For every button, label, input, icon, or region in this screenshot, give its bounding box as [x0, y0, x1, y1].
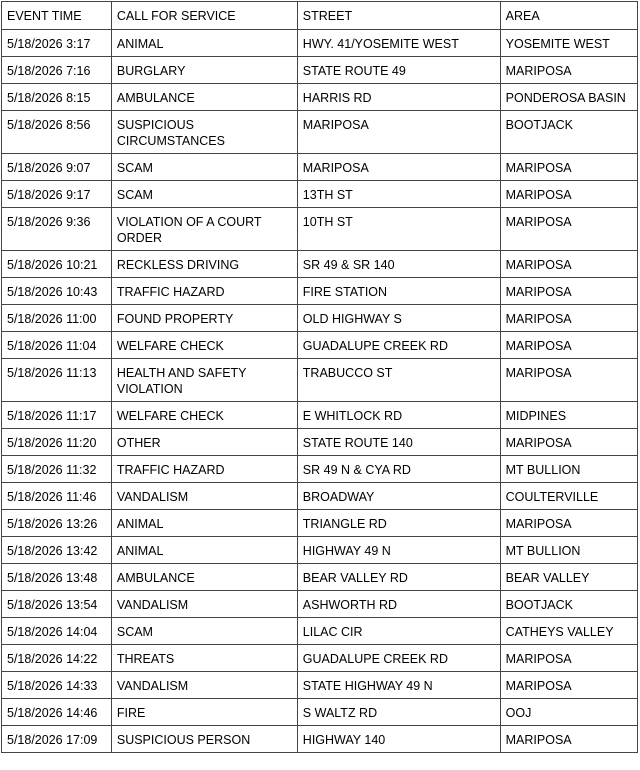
event-time-cell: 5/18/2026 11:13 [2, 359, 112, 402]
street-cell: HARRIS RD [297, 84, 500, 111]
table-row [2, 618, 638, 645]
street-cell: GUADALUPE CREEK RD [297, 332, 500, 359]
header-row [2, 2, 638, 30]
area-cell: MARIPOSA [500, 726, 637, 753]
event-time-cell: 5/18/2026 8:56 [2, 111, 112, 154]
table-row [2, 672, 638, 699]
street-cell: E WHITLOCK RD [297, 402, 500, 429]
table-row [2, 332, 638, 359]
event-time-cell: 5/18/2026 9:07 [2, 154, 112, 181]
street-cell: HIGHWAY 49 N [297, 537, 500, 564]
table-row [2, 429, 638, 456]
header-event-time: EVENT TIME [2, 2, 112, 30]
street-cell: MARIPOSA [297, 154, 500, 181]
event-time-cell: 5/18/2026 9:36 [2, 208, 112, 251]
call-for-service-cell: WELFARE CHECK [111, 332, 297, 359]
table-row [2, 591, 638, 618]
street-cell: GUADALUPE CREEK RD [297, 645, 500, 672]
header-call-for-service: CALL FOR SERVICE [111, 2, 297, 30]
event-time-cell: 5/18/2026 11:00 [2, 305, 112, 332]
street-cell: LILAC CIR [297, 618, 500, 645]
call-for-service-cell: OTHER [111, 429, 297, 456]
event-time-cell: 5/18/2026 11:04 [2, 332, 112, 359]
event-time-cell: 5/18/2026 3:17 [2, 30, 112, 57]
street-cell: TRIANGLE RD [297, 510, 500, 537]
street-cell: BROADWAY [297, 483, 500, 510]
table-row [2, 30, 638, 57]
area-cell: MARIPOSA [500, 208, 637, 251]
area-cell: BEAR VALLEY [500, 564, 637, 591]
call-for-service-cell: VANDALISM [111, 591, 297, 618]
call-for-service-cell: FIRE [111, 699, 297, 726]
street-cell: STATE ROUTE 140 [297, 429, 500, 456]
area-cell: PONDEROSA BASIN [500, 84, 637, 111]
table-row [2, 84, 638, 111]
call-for-service-cell: SCAM [111, 181, 297, 208]
street-cell: SR 49 & SR 140 [297, 251, 500, 278]
table-row [2, 359, 638, 402]
area-cell: MARIPOSA [500, 645, 637, 672]
event-time-cell: 5/18/2026 10:21 [2, 251, 112, 278]
call-for-service-cell: WELFARE CHECK [111, 402, 297, 429]
area-cell: MT BULLION [500, 456, 637, 483]
event-time-cell: 5/18/2026 9:17 [2, 181, 112, 208]
table-row [2, 402, 638, 429]
area-cell: MARIPOSA [500, 305, 637, 332]
table-row [2, 181, 638, 208]
street-cell: OLD HIGHWAY S [297, 305, 500, 332]
area-cell: MARIPOSA [500, 429, 637, 456]
call-for-service-cell: TRAFFIC HAZARD [111, 278, 297, 305]
area-cell: COULTERVILLE [500, 483, 637, 510]
street-cell: 10TH ST [297, 208, 500, 251]
table-row [2, 57, 638, 84]
table-row [2, 726, 638, 753]
table-row [2, 154, 638, 181]
call-for-service-cell: SCAM [111, 618, 297, 645]
table-row [2, 483, 638, 510]
street-cell: STATE HIGHWAY 49 N [297, 672, 500, 699]
street-cell: BEAR VALLEY RD [297, 564, 500, 591]
area-cell: MARIPOSA [500, 332, 637, 359]
call-for-service-cell: BURGLARY [111, 57, 297, 84]
event-time-cell: 5/18/2026 14:22 [2, 645, 112, 672]
event-time-cell: 5/18/2026 11:17 [2, 402, 112, 429]
event-time-cell: 5/18/2026 13:54 [2, 591, 112, 618]
street-cell: SR 49 N & CYA RD [297, 456, 500, 483]
table-row [2, 699, 638, 726]
area-cell: MARIPOSA [500, 510, 637, 537]
event-time-cell: 5/18/2026 13:42 [2, 537, 112, 564]
call-for-service-cell: ANIMAL [111, 510, 297, 537]
area-cell: OOJ [500, 699, 637, 726]
event-time-cell: 5/18/2026 13:26 [2, 510, 112, 537]
event-time-cell: 5/18/2026 11:46 [2, 483, 112, 510]
call-for-service-cell: SUSPICIOUS PERSON [111, 726, 297, 753]
event-time-cell: 5/18/2026 8:15 [2, 84, 112, 111]
area-cell: MARIPOSA [500, 181, 637, 208]
table-row [2, 251, 638, 278]
area-cell: YOSEMITE WEST [500, 30, 637, 57]
event-time-cell: 5/18/2026 13:48 [2, 564, 112, 591]
table-row [2, 305, 638, 332]
header-street: STREET [297, 2, 500, 30]
table-row [2, 111, 638, 154]
street-cell: ASHWORTH RD [297, 591, 500, 618]
street-cell: HWY. 41/YOSEMITE WEST [297, 30, 500, 57]
table-row [2, 645, 638, 672]
call-for-service-cell: HEALTH AND SAFETY VIOLATION [111, 359, 297, 402]
call-for-service-cell: VANDALISM [111, 672, 297, 699]
event-time-cell: 5/18/2026 11:32 [2, 456, 112, 483]
call-for-service-cell: RECKLESS DRIVING [111, 251, 297, 278]
call-for-service-cell: VIOLATION OF A COURT ORDER [111, 208, 297, 251]
street-cell: HIGHWAY 140 [297, 726, 500, 753]
area-cell: MARIPOSA [500, 57, 637, 84]
area-cell: MARIPOSA [500, 359, 637, 402]
street-cell: 13TH ST [297, 181, 500, 208]
call-for-service-cell: SCAM [111, 154, 297, 181]
call-for-service-cell: SUSPICIOUS CIRCUMSTANCES [111, 111, 297, 154]
call-log-table [1, 1, 638, 753]
table-row [2, 208, 638, 251]
area-cell: BOOTJACK [500, 111, 637, 154]
event-time-cell: 5/18/2026 14:33 [2, 672, 112, 699]
event-time-cell: 5/18/2026 10:43 [2, 278, 112, 305]
event-time-cell: 5/18/2026 14:46 [2, 699, 112, 726]
call-for-service-cell: FOUND PROPERTY [111, 305, 297, 332]
table-row [2, 278, 638, 305]
call-for-service-cell: VANDALISM [111, 483, 297, 510]
event-time-cell: 5/18/2026 7:16 [2, 57, 112, 84]
call-for-service-cell: ANIMAL [111, 537, 297, 564]
event-time-cell: 5/18/2026 17:09 [2, 726, 112, 753]
street-cell: TRABUCCO ST [297, 359, 500, 402]
table-row [2, 537, 638, 564]
call-for-service-cell: TRAFFIC HAZARD [111, 456, 297, 483]
area-cell: CATHEYS VALLEY [500, 618, 637, 645]
area-cell: MT BULLION [500, 537, 637, 564]
street-cell: STATE ROUTE 49 [297, 57, 500, 84]
table-row [2, 510, 638, 537]
area-cell: MARIPOSA [500, 672, 637, 699]
call-for-service-cell: AMBULANCE [111, 564, 297, 591]
street-cell: S WALTZ RD [297, 699, 500, 726]
table-row [2, 564, 638, 591]
table-body [2, 30, 638, 753]
event-time-cell: 5/18/2026 14:04 [2, 618, 112, 645]
area-cell: MARIPOSA [500, 251, 637, 278]
call-for-service-cell: ANIMAL [111, 30, 297, 57]
call-for-service-cell: THREATS [111, 645, 297, 672]
street-cell: MARIPOSA [297, 111, 500, 154]
area-cell: MARIPOSA [500, 154, 637, 181]
header-area: AREA [500, 2, 637, 30]
area-cell: BOOTJACK [500, 591, 637, 618]
street-cell: FIRE STATION [297, 278, 500, 305]
event-time-cell: 5/18/2026 11:20 [2, 429, 112, 456]
call-for-service-cell: AMBULANCE [111, 84, 297, 111]
area-cell: MARIPOSA [500, 278, 637, 305]
table-row [2, 456, 638, 483]
area-cell: MIDPINES [500, 402, 637, 429]
